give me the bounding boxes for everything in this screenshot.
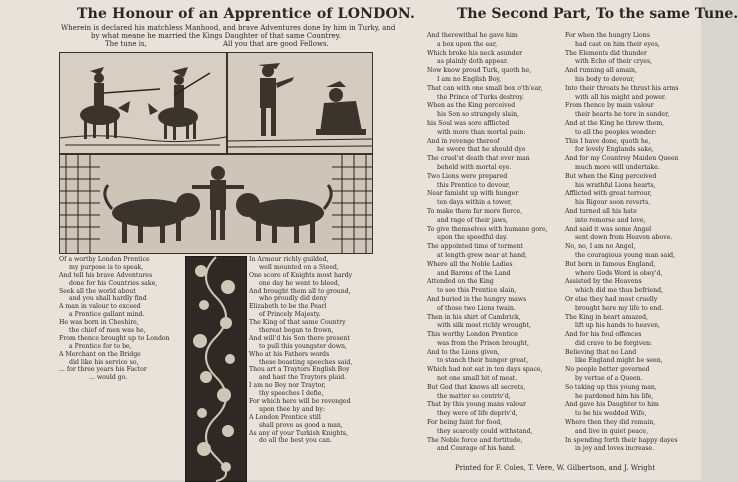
verse-line: No people better governed [565,366,650,374]
verse-line: to pull this youngster down, [259,342,347,350]
verse-line: with all his might and power. [575,93,667,101]
verse-line: Where then they did remain, [565,419,656,427]
verse-line: And said it was some Angel [565,225,652,233]
verse-line: To make them far more fierce, [427,207,523,215]
verse-line: Afflicted with great terrour, [565,190,652,198]
verse-line: The Elements did thunder [565,49,647,57]
second-part-title: The Second Part, To the same Tune. [457,6,738,22]
verse-line: And will'd his Son there present [249,334,350,342]
verse-line: Thou art a Traytors English Boy [249,366,350,374]
subtitle-line-1: Wherein is declared his matchless Manhood, and brave Adventures done by him in Turky, and [61,24,396,32]
verse-line: And in revenge thereof [427,137,500,145]
verse-line: and you shall hardly find [69,295,147,303]
verse-line: his body to devour, [575,75,635,83]
verse-line: I am no Boy nor Traytor, [249,382,326,390]
verse-line: And for his foul offences [565,331,642,339]
verse-line: with Echo of their cryes, [575,58,653,66]
woodcut-knights [59,52,227,154]
verse-line: he pardoned him his life, [575,392,654,400]
verse-line: The appointed time of torment [427,243,524,251]
knights-illustration [60,53,226,153]
verse-line: not one small bit of meat. [437,375,518,383]
verse-line: Two Lions were prepared [427,172,508,180]
verse-line: who proudly did deny [259,295,327,303]
verse-line: as plainly doth appear. [437,58,509,66]
verse-line: these boasting speeches said, [259,358,353,366]
verse-line: they scarcely could withstand, [437,427,533,435]
verse-line: Elizabeth to be the Pearl [249,303,327,311]
verse-line: which did me thus befriend, [575,287,664,295]
verse-line: But when the King perceived [565,172,657,180]
verse-line: a Prentice for to be, [69,342,132,350]
verse-line: brought here my life to end. [575,304,664,312]
second-part-verse-column-2 [565,32,699,458]
verse-line: The King of that same Country [249,319,346,327]
verse-line: But born in famous England, [565,260,656,268]
verse-line: like England might be seen, [575,357,663,365]
verse-line: Then in his shirt of Cambrick, [427,313,521,321]
verse-line: One score of Knights most hardy [249,271,353,279]
verse-line: For being faint for food, [427,419,503,427]
verse-line: and rage of their jaws, [437,216,508,224]
verse-line: for lovely Englands sake, [575,146,654,154]
verse-line: Near famisht up with hunger [427,190,519,198]
verse-line: A Merchant on the Bridge [59,350,141,358]
tune-left: The tune is, [105,40,147,48]
verse-line: And to the Lions given, [427,348,500,356]
verse-line: ten days within a tower, [437,199,513,207]
first-part-title: The Honour of an Apprentice of LONDON. [77,6,416,22]
printer-imprint: Printed for F. Coles, T. Vere, W. Gilbertson, and J. Wright [455,464,656,472]
verse-line: he swore that he should dye [437,146,526,154]
verse-line: done for his Countries sake, [69,279,158,287]
verse-line: the couragious young man said, [575,251,676,259]
verse-line: In spending forth their happy dayes [565,436,678,444]
verse-line: the chief of men was he, [69,327,146,335]
verse-line: and Barons of the Land [437,269,511,277]
verse-line: his Rigour soon reverts, [575,199,651,207]
verse-line: thereat began to frown, [259,327,334,335]
verse-line: my purpose is to speak, [69,263,144,271]
verse-line: a Prentice gallant mind. [69,311,145,319]
verse-line: The cruel'st death that ever man [427,155,530,163]
verse-line: did crave to be forgiven: [575,339,653,347]
first-part [55,4,416,476]
verse-line: And therewithal he gave him [427,32,518,39]
verse-line: Seek all the world about [59,287,136,295]
apprentice-king-illustration [228,53,372,153]
verse-line: Who at his Fathers words [249,350,330,358]
verse-line: had cast on him their eyes, [575,40,660,48]
verse-line: by vertue of a Queen. [575,375,643,383]
verse-line: Believing that no Land [565,348,637,356]
verse-line: lift up his hands to heaven, [575,322,661,330]
verse-line: his Soul was sore afflicted [427,119,510,127]
verse-line: And running all amain, [565,67,637,75]
verse-line: Now know proud Turk, quoth he, [427,67,532,75]
verse-line: did like his service so, [69,358,139,366]
verse-line: The King in heart amazed, [565,313,649,321]
verse-line: And at the King he threw them, [565,119,665,127]
verse-line: of those two Lions twain. [437,304,516,312]
subtitle-line-2: by what meane he married the Kings Daughter of that same Countrey. [91,32,341,40]
verse-line: his wrathful Lions hearts, [575,181,656,189]
second-part [415,4,738,476]
verse-line: He was born in Cheshire, [59,319,139,327]
verse-line: That can with one small box o'th'ear, [427,84,543,92]
verse-line: with more than mortal pain: [437,128,526,136]
verse-line: their hearts he tore in sunder, [575,111,670,119]
woodcut-apprentice-king [227,52,373,154]
verse-line: ... would go. [89,374,128,382]
verse-line: in joy and loves increase. [575,445,655,453]
verse-line: one day he went to bleed, [259,279,340,287]
verse-line: I am no English Boy, [437,75,502,83]
verse-line: And for my Countrey Maiden Queen [565,155,679,163]
verse-line: the matter so contriv'd, [437,392,511,400]
verse-line: And buried in the hungry maws [427,295,527,303]
verse-line: That by this young mans valour [427,401,526,409]
verse-line: beheld with mortal eye. [437,163,512,171]
verse-line: much more will undertake. [575,163,660,171]
verse-line: his Son so strangely slain, [437,111,520,119]
verse-line: Of a worthy London Prentice [59,256,150,263]
verse-line: Or else they had most cruelly [565,295,658,303]
verse-line: Which broke his neck asunder [427,49,523,57]
verse-line: A London Prentice still [249,413,321,421]
verse-line: upon the speedful day. [437,234,508,242]
verse-line: was from the Prison brought, [437,339,530,347]
verse-line: they were of life depriv'd, [437,410,518,418]
verse-line: The Noble force and fortitude, [427,436,523,444]
verse-line: to be his wedded Wife, [575,410,647,418]
verse-line: to all the peoples wonder: [575,128,657,136]
second-part-verse-column-1 [427,32,559,458]
verse-line: sent down from Heaven above. [575,234,673,242]
verse-line: of Princely Majesty. [259,311,321,319]
verse-line: From thence brought up to London [59,334,170,342]
verse-line: and live in quiet peace, [575,427,649,435]
verse-line: Assisted by the Heavens [565,278,642,286]
verse-line: ... for three years his Factor [59,366,147,374]
verse-line: And brought them all to ground, [249,287,351,295]
verse-line: and Courage of his hand. [437,445,516,453]
verse-line: upon thee by and by: [259,405,325,413]
first-part-verse-column-2 [249,256,375,476]
verse-line: do all the best you can. [259,437,332,445]
verse-line: at length grew near at hand, [437,251,527,259]
verse-line: In Armour richly guilded, [249,256,329,263]
verse-line: shall prove as good a man, [259,421,343,429]
verse-line: And tell his brave Adventures [59,271,153,279]
verse-line: to stanch their hunger great, [437,357,529,365]
verse-line: thy speeches I defie, [259,390,324,398]
verse-line: a box upon the ear, [437,40,498,48]
first-part-verse-column-1 [59,256,183,396]
verse-line: Into their throats he thrust his arms [565,84,679,92]
verse-line: To give themselves with humane gore, [427,225,548,233]
verse-line: So taking up this young man, [565,383,657,391]
verse-line: Attended on the King [427,278,494,286]
verse-line: Where all the Noble Ladies [427,260,513,268]
verse-line: This I have done, quoth he, [565,137,651,145]
tune-right: All you that are good Fellows. [223,40,329,48]
ornament-pattern [186,257,246,481]
verse-line: As any of your Turkish Knights, [249,429,348,437]
verse-line: From thence by main valour [565,102,654,110]
verse-line: A man in valour to exceed [59,303,141,311]
verse-line: No, no, I am no Angel, [565,243,636,251]
ornamental-border [185,256,247,482]
verse-line: and hast the Traytors plaid. [259,374,347,382]
verse-line: And gave his Daughter to him [565,401,659,409]
verse-line: This worthy London Prentice [427,331,518,339]
verse-line: where Gods Word is obey'd, [575,269,663,277]
verse-line: When as the King perceived [427,102,516,110]
lions-illustration [60,155,372,253]
verse-line: Which had not eat in ten days space, [427,366,543,374]
verse-line: with silk most richly wrought, [437,322,531,330]
verse-line: But God that knows all secrets, [427,383,526,391]
verse-line: to see this Prentice slain, [437,287,517,295]
verse-line: well mounted on a Steed, [259,263,339,271]
verse-line: For when the hungry Lions [565,32,650,39]
verse-line: And turned all his hate [565,207,637,215]
woodcut-lions [59,154,373,254]
verse-line: For which here will be revenged [249,398,351,406]
verse-line: this Prentice to devour, [437,181,511,189]
verse-line: into remorse and love, [575,216,646,224]
verse-line: the Prince of Turks destroy. [437,93,524,101]
